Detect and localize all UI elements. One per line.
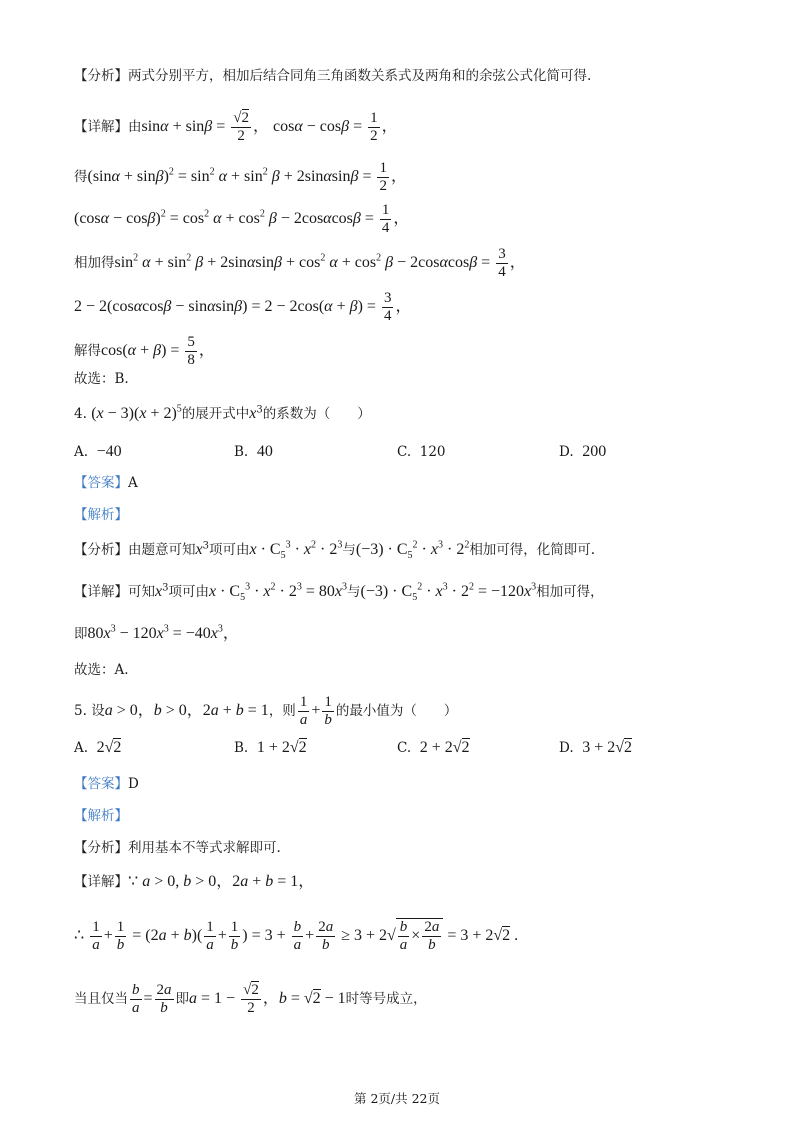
q4-analysis: 【分析】由题意可知$x^3$项可由$x \cdot C_5^3 \cdot x^2 \cdot 2^3$与$(-3) \cdot C_5^2 \cdot x^3 \cdot 2^2$相加可得，化简即可.	[74, 539, 596, 562]
q4-option-a: A. −40	[74, 443, 122, 460]
q3-detail-line6: 解得cos(α + β) = $\frac{5}{8}$ ，	[74, 334, 215, 368]
q4-detail-line2: 即$80x^3 - 120x^3 = -40x^3$，	[74, 623, 239, 642]
q3-detail-line1: 【详解】由sinα + sinβ = $\frac{√2}{2}$ ， cosα − cosβ = $\frac{1}{2}$ ，	[74, 110, 398, 144]
q5-option-b: B. 1 + 2√2	[234, 739, 307, 756]
q4-detail: 【详解】可知$x^3$项可由$x \cdot C_5^3 \cdot x^2 \cdot 2^3 = 80x^3$与$(-3) \cdot C_5^2 \cdot x^3 \cdot 2^2 = -120x^3$相加可得，	[74, 581, 604, 604]
answer-tag: 【答案】	[74, 475, 128, 491]
q4-choice: 故选：A.	[74, 662, 129, 678]
q5-answer: 【答案】D	[74, 776, 139, 792]
answer-tag: 【答案】	[74, 776, 128, 792]
page-footer: 第 2页/共 22页	[353, 1091, 441, 1106]
q3-analysis	[74, 66, 591, 86]
q4-option-d: D. 200	[559, 443, 607, 460]
detail-tag: 【详解】	[74, 119, 128, 135]
q4-stem: 4. $(x - 3)(x + 2)^5$的展开式中$x^3$的系数为（ ）	[74, 403, 371, 422]
q5-detail-line3: 当且仅当 $\frac{b}{a}$ = $\frac{2a}{b}$ 即a = 1 − $\frac{√2}{2}$ ，b = √2 − 1时等号成立，	[74, 982, 427, 1016]
analysis-tag: 【分析】	[74, 68, 128, 84]
q5-analysis: 【分析】利用基本不等式求解即可.	[74, 840, 281, 856]
q4-option-c: C. 120	[397, 444, 446, 460]
q5-option-d: D. 3 + 2√2	[559, 739, 633, 756]
q4-option-b: B. 40	[234, 443, 273, 460]
q4-answer: 【答案】A	[74, 475, 138, 491]
q3-detail-line4: 相加得$\sin^2 \alpha + \sin^2 \beta + 2\sin\alpha\sin\beta + \cos^2 \alpha + \cos^2 \beta - 2\cos\alpha\cos\beta$ = $\frac{3}{4}$ ，	[74, 246, 526, 280]
q5-option-c: C. 2 + 2√2	[397, 739, 470, 756]
q3-detail-line5: 2 − 2(cosαcosβ − sinαsinβ) = 2 − 2cos(α + β) = $\frac{3}{4}$ ，	[74, 290, 412, 324]
q5-stem: 5. 设a > 0，b > 0，2a + b = 1，则 $\frac{1}{a}$ + $\frac{1}{b}$ 的最小值为（ ）	[74, 694, 458, 728]
q5-detail: 【详解】∵ a > 0, b > 0，2a + b = 1，	[74, 873, 315, 890]
q4-explain-tag: 【解析】	[74, 507, 128, 523]
q3-choice: 故选：B.	[74, 371, 129, 387]
analysis-text: 两式分别平方，相加后结合同角三角函数关系式及两角和的余弦公式化简可得.	[128, 68, 592, 84]
q3-detail-line2: 得$(\sin\alpha + \sin\beta)^2 = \sin^2 \alpha + \sin^2 \beta + 2\sin\alpha\sin\beta$ = $\frac{1}{2}$ ，	[74, 160, 407, 194]
q5-detail-line2: ∴ $\frac{1}{a}$ + $\frac{1}{b}$ = (2a + b)( $\frac{1}{a}$ + $\frac{1}{b}$ ) = 3 + $\frac{b}{a}$ + $\frac{2a}{b}$ ≥ 3 + 2√ $\frac{b}{a}$ × $\frac{2a}{b}$ = 3 + 2√2 .	[74, 919, 519, 953]
q3-detail-line3: $(\cos\alpha - \cos\beta)^2 = \cos^2 \alpha + \cos^2 \beta - 2\cos\alpha\cos\beta$ = $\frac{1}{4}$ ，	[74, 202, 410, 236]
q5-option-a: A. 2√2	[74, 739, 122, 756]
q5-explain-tag: 【解析】	[74, 808, 128, 824]
